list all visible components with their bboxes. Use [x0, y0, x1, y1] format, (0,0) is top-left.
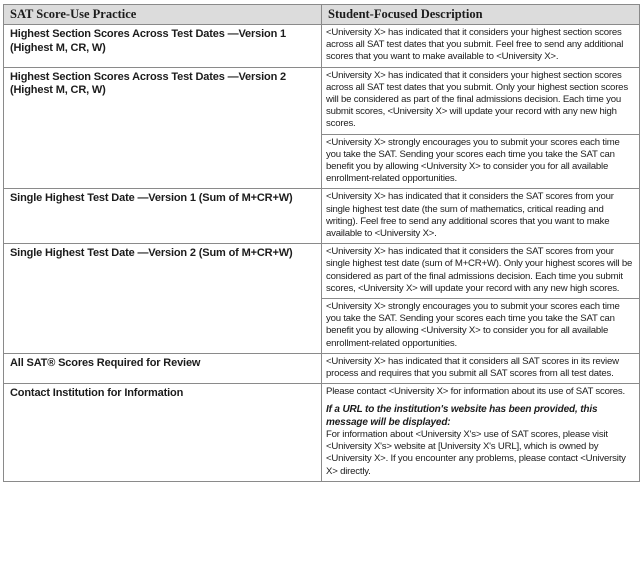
description-paragraph: <University X> has indicated that it considers all SAT scores in its review process and requires that you submit all SAT scores from all test dates. [326, 355, 619, 380]
description-cell [322, 67, 640, 189]
practice-cell: Highest Section Scores Across Test Dates —Version 1 (Highest M, CR, W) [4, 25, 322, 68]
table-row [4, 384, 640, 481]
table-row [4, 67, 640, 189]
sat-score-use-table-container [3, 4, 639, 482]
url-note-text: For information about <University X's> use of SAT scores, please visit <University X's> website at [University X's URL], which is owned by <University X>. If you encounter any problems, please contact <University X> directly. [326, 428, 626, 477]
practice-cell: Single Highest Test Date —Version 2 (Sum of M+CR+W) [4, 244, 322, 354]
column-header-description: Student-Focused Description [322, 5, 640, 25]
sat-score-use-table [3, 4, 640, 482]
description-paragraph: <University X> strongly encourages you to submit your scores each time you take the SAT. Sending your scores each time you take the SAT can benefit you by allowing <University X> to consider you for all available enrollment-related opportunities. [322, 134, 639, 189]
description-cell [322, 25, 640, 68]
description-paragraph: <University X> has indicated that it considers the SAT scores from your single highest test date (sum of M+CR+W). Only your highest scores will be considered as part of the final admissions decision. Each time you submit scores, <University X> will update your record with any new high scores. [326, 246, 633, 294]
description-cell [322, 189, 640, 244]
practice-cell: Highest Section Scores Across Test Dates —Version 2 (Highest M, CR, W) [4, 67, 322, 189]
practice-cell: Contact Institution for Information [4, 384, 322, 481]
description-paragraph [322, 384, 639, 480]
description-paragraph: <University X> strongly encourages you to submit your scores each time you take the SAT. Sending your scores each time you take the SAT can benefit you by allowing <University X> to consider you for all available enrollment-related opportunities. [322, 298, 639, 353]
description-text: Please contact <University X> for information about its use of SAT scores. [326, 386, 625, 398]
url-note-heading: If a URL to the institution's website has been provided, this message will be displayed: [326, 404, 598, 428]
description-paragraph: <University X> has indicated that it considers your highest section scores across all SAT test dates that you submit. Feel free to send any additional scores that you want to make available to <University X>. [326, 27, 624, 63]
table-row [4, 244, 640, 354]
table-row [4, 189, 640, 244]
description-paragraph: <University X> has indicated that it considers your highest section scores across all SAT test dates that you submit. Only your highest section scores will be considered as part of the final admissions decision. Each time you submit scores, <University X> will update your record with any new high scores. [326, 69, 628, 130]
description-paragraph: <University X> has indicated that it considers the SAT scores from your single highest test date (the sum of mathematics, critical reading and writing). Feel free to send any additional scores that you want to make available to <University X>. [326, 191, 614, 240]
table-row [4, 25, 640, 68]
table-row [4, 353, 640, 383]
table-header-row [4, 5, 640, 25]
column-header-practice: SAT Score-Use Practice [4, 5, 322, 25]
practice-cell: Single Highest Test Date —Version 1 (Sum of M+CR+W) [4, 189, 322, 244]
description-cell [322, 353, 640, 383]
description-cell [322, 244, 640, 354]
practice-cell: All SAT® Scores Required for Review [4, 353, 322, 383]
description-cell [322, 384, 640, 481]
